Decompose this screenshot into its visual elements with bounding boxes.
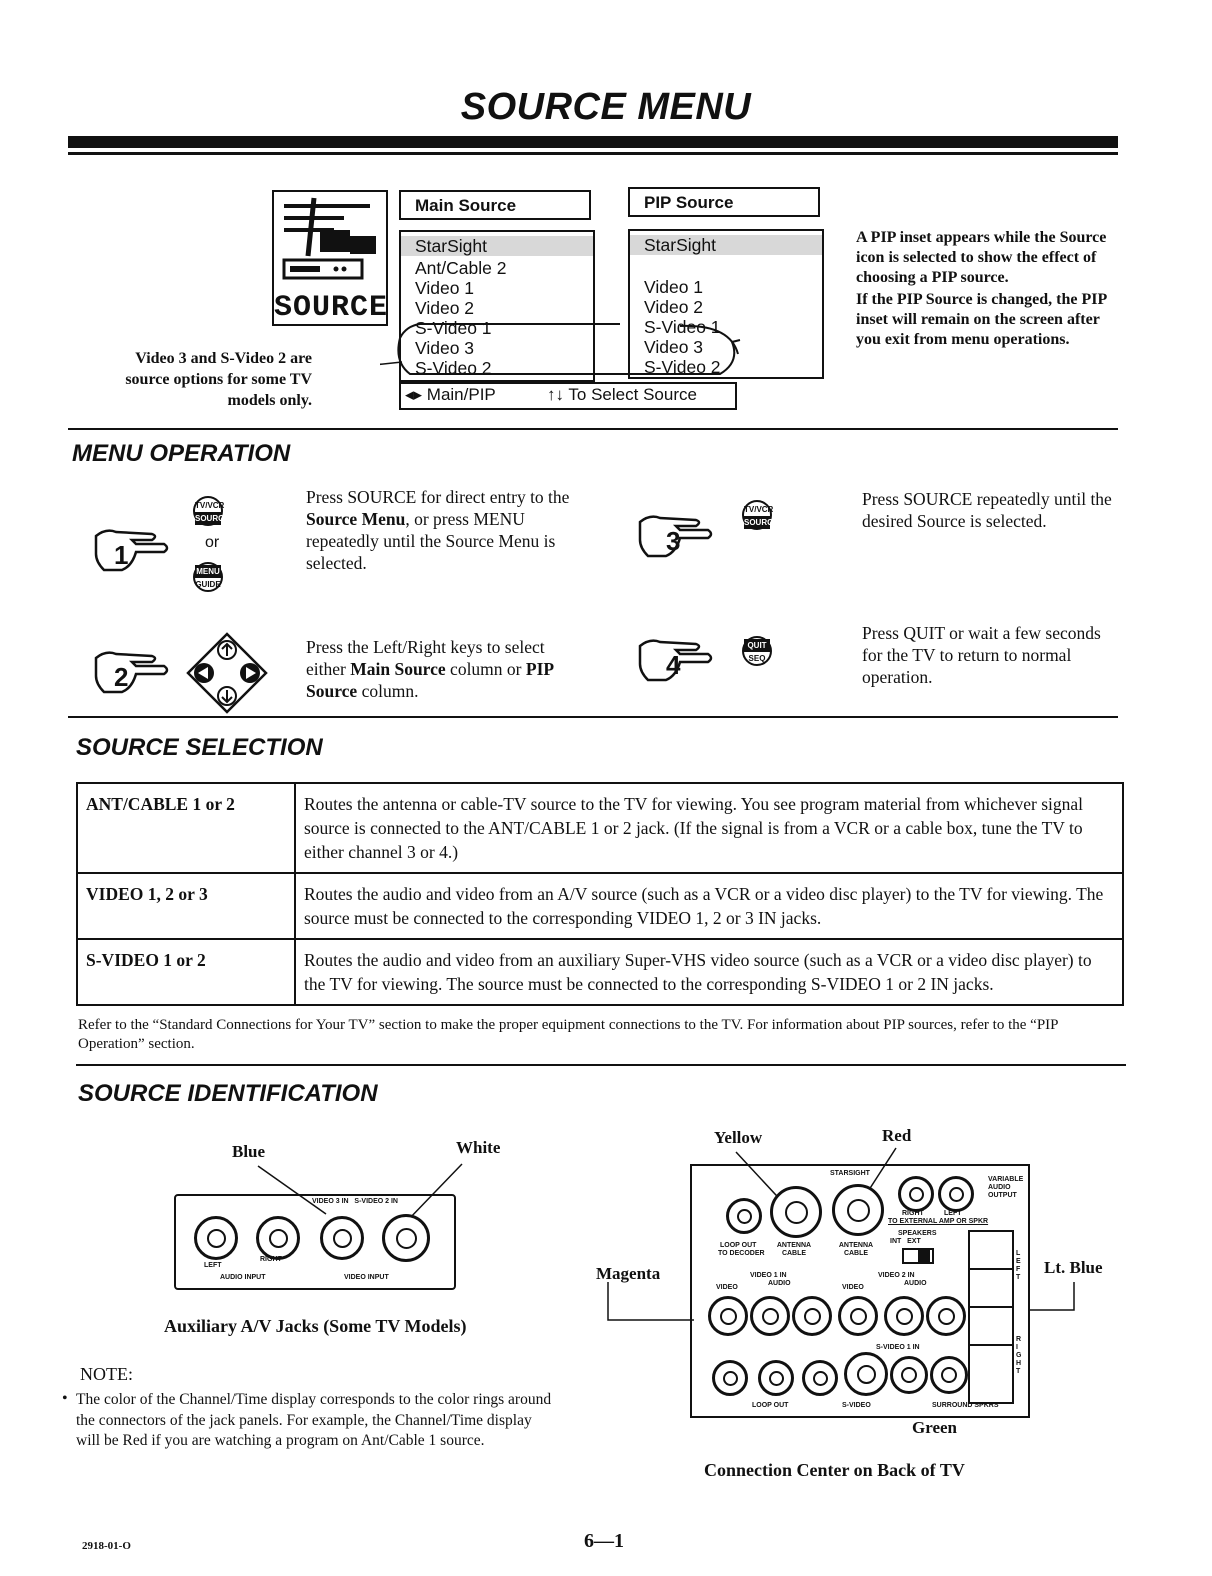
label-magenta: Magenta — [596, 1264, 661, 1283]
speaker-terminals — [968, 1230, 1014, 1404]
jack-svideo1 — [844, 1352, 888, 1396]
menu-guide-button-icon — [193, 562, 223, 592]
hand-pointer-icon — [92, 648, 192, 698]
jack-var-audio-l — [938, 1176, 974, 1212]
back-jack-panel — [690, 1164, 1030, 1418]
bp-speakers: SPEAKERS — [898, 1230, 937, 1237]
jack-audio-left — [194, 1216, 238, 1260]
jack-video2 — [838, 1296, 878, 1336]
jack-loopout-1 — [712, 1360, 748, 1396]
bp-side-right: RIGHT — [1016, 1336, 1022, 1375]
jack-loopout-3 — [802, 1360, 838, 1396]
quit-seq-button-icon — [742, 636, 772, 666]
btn-label: TV/VCR — [195, 501, 225, 510]
aux-right-label: RIGHT — [260, 1256, 282, 1263]
refer-text: Refer to the “Standard Connections for Your TV” section to make the proper equipment connections to the TV. For information about PIP sources, refer to the “PIP Operation” section. — [78, 1017, 1058, 1052]
label-green: Green — [912, 1418, 958, 1437]
step-3-text: Press SOURCE repeatedly until the desired Source is selected. — [862, 489, 1112, 531]
step-number: 2 — [114, 662, 129, 692]
main-source-item[interactable]: Ant/Cable 2 — [415, 258, 507, 278]
btn-label: GUIDE — [195, 580, 221, 589]
bp-loop-out: LOOP OUT — [720, 1242, 757, 1249]
source-selection-heading: SOURCE SELECTION — [76, 734, 323, 761]
bp-loop-out-2: LOOP OUT — [752, 1402, 789, 1409]
main-source-item[interactable]: S-Video 2 — [415, 358, 492, 378]
label-ltblue: Lt. Blue — [1044, 1258, 1103, 1277]
step-number: 1 — [114, 540, 129, 570]
footer-main-pip: ◂▸ Main/PIP — [405, 385, 496, 404]
page-number: 6—1 — [584, 1530, 624, 1552]
pip-source-item[interactable]: S-Video 2 — [644, 357, 721, 377]
text: PIP Source — [306, 659, 554, 701]
hand-pointer-icon — [636, 636, 736, 686]
title-rule-thin — [68, 152, 1118, 155]
arrow-keys-icon — [184, 630, 270, 716]
text: column. — [357, 681, 419, 701]
footer-select-source: ↑↓ To Select Source — [547, 385, 697, 404]
text: column or — [445, 659, 526, 679]
table-cell-key: ANT/CABLE 1 or 2 — [77, 783, 295, 873]
bp-video2-in: VIDEO 2 IN — [878, 1272, 915, 1279]
bp-variable-audio: VARIABLE AUDIO OUTPUT — [988, 1176, 1024, 1199]
title-rule — [68, 136, 1118, 148]
jack-var-audio-r — [898, 1176, 934, 1212]
pip-note-2: If the PIP Source is changed, the PIP inset will remain on the screen after you exit from menu operations. — [856, 291, 1107, 348]
speaker-switch[interactable] — [902, 1248, 934, 1264]
jack-audio2-r — [884, 1296, 924, 1336]
menu-footer — [399, 382, 737, 410]
aux-left-label: LEFT — [204, 1262, 222, 1269]
menu-operation-heading: MENU OPERATION — [72, 440, 291, 467]
pip-source-item[interactable]: S-Video 1 — [644, 317, 721, 337]
jack-video3 — [320, 1216, 364, 1260]
section-rule — [68, 428, 1118, 430]
source-icon-box — [272, 190, 388, 326]
pip-source-item[interactable]: StarSight — [630, 235, 822, 255]
main-source-header[interactable]: Main Source — [399, 190, 591, 220]
bp-svideo: S-VIDEO — [842, 1402, 871, 1409]
btn-label: TV/VCR — [744, 505, 774, 514]
text: Main Source — [350, 659, 446, 679]
btn-label: SOURCE — [744, 518, 779, 527]
note-text: The color of the Channel/Time display corresponds to the color rings around the connectors of the jack panels. For example, the Channel/Time display will be Red if you are watching a program on Ant/Cable 1 source. — [76, 1391, 552, 1449]
bp-video-2: VIDEO — [842, 1284, 864, 1291]
step-1-text — [306, 486, 576, 574]
doc-code: 2918-01-O — [82, 1540, 131, 1552]
step-4-text: Press QUIT or wait a few seconds for the TV to return to normal operation. — [862, 623, 1101, 687]
bp-surround: SURROUND SPKRS — [932, 1402, 999, 1409]
section-rule — [68, 716, 1118, 718]
label-yellow: Yellow — [714, 1128, 763, 1147]
aux-audio-input-label: AUDIO INPUT — [220, 1274, 266, 1281]
table-row — [77, 939, 1123, 1005]
source-identification-heading: SOURCE IDENTIFICATION — [78, 1080, 378, 1107]
source-icon-label: SOURCE — [274, 291, 389, 325]
btn-label: SEQ — [748, 654, 766, 663]
text: Press the Left/Right keys to select either — [306, 637, 545, 679]
step-2-text — [306, 636, 576, 702]
text: Source Menu — [306, 509, 406, 529]
aux-panel-label: VIDEO 3 IN S-VIDEO 2 IN — [312, 1198, 398, 1205]
btn-label: QUIT — [744, 639, 770, 652]
pip-source-item[interactable]: Video 1 — [644, 277, 704, 297]
step-number: 4 — [666, 650, 681, 680]
bp-svideo1-in: S-VIDEO 1 IN — [876, 1344, 920, 1351]
table-cell-key: S-VIDEO 1 or 2 — [77, 939, 295, 1005]
table-cell-desc: Routes the antenna or cable-TV source to the TV for viewing. You see program material from whichever signal source is connected to the ANT/CABLE 1 or 2 jack. (If the signal is from a VCR or a cable box, tune the TV to either channel 3 or 4.) — [295, 783, 1123, 873]
table-row — [77, 873, 1123, 939]
label-blue: Blue — [232, 1142, 266, 1161]
hand-pointer-icon — [92, 526, 192, 576]
bp-to-ext-amp: TO EXTERNAL AMP OR SPKR — [888, 1218, 989, 1225]
jack-audio-right — [256, 1216, 300, 1260]
label-white: White — [456, 1138, 501, 1157]
hand-pointer-icon — [636, 512, 736, 562]
bp-audio-1: AUDIO — [768, 1280, 791, 1287]
note-title: NOTE: — [80, 1364, 133, 1384]
bp-video-1: VIDEO — [716, 1284, 738, 1291]
bp-side-left: LEFT — [1016, 1250, 1021, 1281]
bp-antenna-cable-1: ANTENNA CABLE — [838, 1242, 874, 1257]
main-source-item[interactable]: S-Video 1 — [415, 318, 492, 338]
table-row — [77, 783, 1123, 873]
bp-starsight: STARSIGHT — [830, 1170, 870, 1177]
bp-audio-2: AUDIO — [904, 1280, 927, 1287]
jack-svideo1-audio-r — [890, 1356, 928, 1394]
table-cell-desc: Routes the audio and video from an A/V source (such as a VCR or a video disc player) to the TV for viewing. The source must be connected to the corresponding VIDEO 1, 2 or 3 IN jacks. — [295, 873, 1123, 939]
aux-video-input-label: VIDEO INPUT — [344, 1274, 389, 1281]
text: Press SOURCE for direct entry to the — [306, 487, 570, 507]
bp-int-ext: INT EXT — [890, 1238, 921, 1245]
jack-svideo1-audio-l — [930, 1356, 968, 1394]
main-source-item[interactable]: Video 2 — [415, 298, 475, 318]
jack-loopout-2 — [758, 1360, 794, 1396]
pip-source-item[interactable]: Video 2 — [644, 297, 704, 317]
or-label: or — [205, 534, 220, 551]
jack-ant-cable-1 — [832, 1184, 884, 1236]
jack-audio1-l — [792, 1296, 832, 1336]
note-bullet: • — [62, 1390, 68, 1407]
jack-audio1-r — [750, 1296, 790, 1336]
source-selection-table — [76, 782, 1124, 1006]
bp-right: RIGHT — [902, 1210, 924, 1217]
btn-label: MENU — [196, 567, 220, 576]
main-source-item[interactable]: Video 3 — [415, 338, 475, 358]
main-source-item[interactable]: StarSight — [401, 236, 593, 256]
step-number: 3 — [666, 526, 681, 556]
text: , or press MENU repeatedly until the Source Menu is selected. — [306, 509, 556, 573]
jack-svideo2 — [382, 1214, 430, 1262]
tvvcr-source-button-icon — [742, 500, 779, 530]
bp-antenna-cable-2: ANTENNA CABLE — [776, 1242, 812, 1257]
optional-sources-oval — [380, 300, 850, 390]
antenna-vcr-icon — [274, 192, 386, 282]
optional-sources-callout: Video 3 and S-Video 2 are source options for some TV models only. — [125, 350, 312, 409]
label-red: Red — [882, 1126, 912, 1145]
jack-loop-out-rf — [726, 1198, 762, 1234]
aux-caption: Auxiliary A/V Jacks (Some TV Models) — [164, 1316, 467, 1336]
jack-ant-cable-2 — [770, 1186, 822, 1238]
pip-note-1: A PIP inset appears while the Source icon is selected to show the effect of choosing a PIP source. — [856, 229, 1107, 286]
section-rule — [76, 1064, 1126, 1066]
pip-source-item[interactable]: Video 3 — [644, 337, 704, 357]
bp-video1-in: VIDEO 1 IN — [750, 1272, 787, 1279]
main-source-item[interactable]: Video 1 — [415, 278, 475, 298]
table-cell-key: VIDEO 1, 2 or 3 — [77, 873, 295, 939]
tvvcr-source-button-icon — [193, 496, 230, 526]
btn-label: SOURCE — [195, 514, 230, 523]
back-caption: Connection Center on Back of TV — [704, 1460, 965, 1480]
jack-video1 — [708, 1296, 748, 1336]
page-title: SOURCE MENU — [460, 86, 752, 128]
pip-source-header[interactable]: PIP Source — [628, 187, 820, 217]
table-cell-desc: Routes the audio and video from an auxiliary Super-VHS video source (such as a VCR or a video disc player) to the TV for viewing. The source must be connected to the corresponding S-VIDEO 1 or 2 IN jacks. — [295, 939, 1123, 1005]
jack-audio2-l — [926, 1296, 966, 1336]
bp-to-decoder: TO DECODER — [718, 1250, 765, 1257]
bp-left: LEFT — [944, 1210, 962, 1217]
aux-jack-panel — [174, 1194, 456, 1290]
